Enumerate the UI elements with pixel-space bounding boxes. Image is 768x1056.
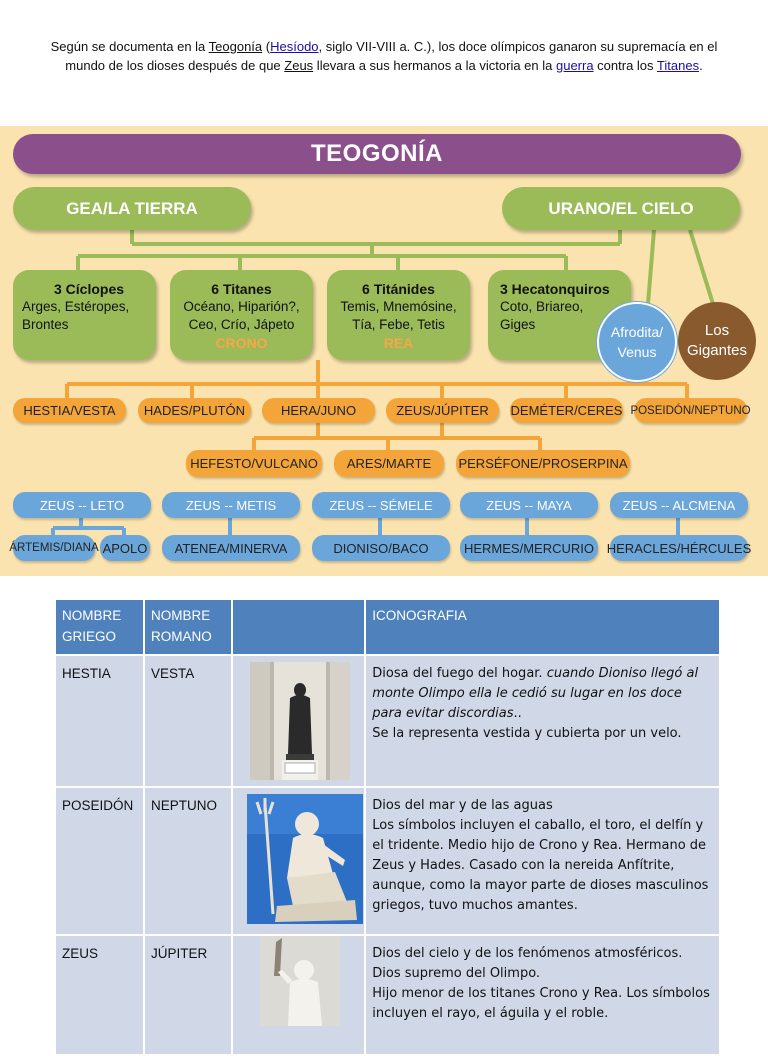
header-imagen <box>232 599 365 655</box>
hestia-statue-image <box>232 655 365 787</box>
olympian-zeus: ZEUS/JÚPITER <box>386 398 499 423</box>
union-zeus-metis: ZEUS -- METIS <box>162 492 300 518</box>
child-apolo: APOLO <box>100 535 150 561</box>
header-iconografia: ICONOGRAFIA <box>365 599 720 655</box>
header-nombre-romano: NOMBRE ROMANO <box>144 599 232 655</box>
intro-paragraph: Según se documenta en la Teogonía (Hesíodo, siglo VII-VIII a. C.), los doce olímpicos ganaron su supremacía en el mundo de los dioses después de que Zeus llevara a sus hermanos a la victoria en la guerra contra los Titanes. <box>50 39 718 73</box>
child-heracles: HERACLES/HÉRCULES <box>610 535 748 561</box>
guerra-link[interactable]: guerra <box>555 58 594 73</box>
olympian-hera: HERA/JUNO <box>262 398 375 423</box>
hesiodo-link[interactable]: Hesíodo <box>270 39 319 54</box>
zeus-link[interactable]: Zeus <box>284 58 314 73</box>
cell-iconografia: Diosa del fuego del hogar. cuando Dioniso llegó al monte Olimpo ella le cedió su lugar en los doce para evitar discordias.. Se la representa vestida y cubierta por un velo. <box>365 655 720 787</box>
gods-table <box>54 598 721 1056</box>
cell-romano: VESTA <box>144 655 232 787</box>
titanes-link[interactable]: Titanes <box>656 58 700 73</box>
cell-romano: JÚPITER <box>144 935 232 1055</box>
gea-node: GEA/LA TIERRA <box>13 187 251 230</box>
cell-griego: POSEIDÓN <box>55 787 144 935</box>
titanides-node: 6 Titánides Temis, Mnemósine, Tía, Febe, Tetis REA <box>327 270 470 360</box>
zeus-statue-image <box>232 935 365 1055</box>
titanes-node: 6 Titanes Océano, Hiparión?, Ceo, Crío, Jápeto CRONO <box>170 270 313 360</box>
olympian-hades: HADES/PLUTÓN <box>138 398 251 423</box>
cell-iconografia: Dios del cielo y de los fenómenos atmosféricos. Dios supremo del Olimpo. Hijo menor de los titanes Crono y Rea. Los símbolos incluyen el rayo, el águila y el roble. <box>365 935 720 1055</box>
child-dioniso: DIONISO/BACO <box>312 535 450 561</box>
union-zeus-leto: ZEUS -- LETO <box>13 492 151 518</box>
table-header-row <box>55 599 720 655</box>
poseidon-statue-picture <box>247 794 363 924</box>
olympian-hestia: HESTIA/VESTA <box>13 398 126 423</box>
ciclopes-node: 3 Cíclopes Arges, Estéropes, Brontes <box>13 270 156 360</box>
cell-iconografia: Dios del mar y de las aguas Los símbolos incluyen el caballo, el toro, el delfín y el tridente. Medio hijo de Crono y Rea. Hermano de Zeus y Hades. Casado con la nereida Anfítrite, aunque, como la mayor parte de dioses masculinos griegos, tuvo muchos amantes. <box>365 787 720 935</box>
afrodita-node: Afrodita/ Venus <box>597 302 677 382</box>
poseidon-statue-image <box>232 787 365 935</box>
olympian-persefone: PERSÉFONE/PROSERPINA <box>456 450 630 477</box>
union-zeus-alcmena: ZEUS -- ALCMENA <box>610 492 748 518</box>
union-zeus-maya: ZEUS -- MAYA <box>460 492 598 518</box>
child-atenea: ATENEA/MINERVA <box>162 535 300 561</box>
table-row <box>55 655 720 787</box>
olympian-poseidon: POSEIDÓN/NEPTUNO <box>634 398 747 423</box>
cell-griego: ZEUS <box>55 935 144 1055</box>
teogonia-link[interactable]: Teogonía <box>208 39 263 54</box>
olympian-hefesto: HEFESTO/VULCANO <box>186 450 322 477</box>
olympian-demeter: DEMÉTER/CERES <box>510 398 623 423</box>
union-zeus-semele: ZEUS -- SÉMELE <box>312 492 450 518</box>
table-row <box>55 935 720 1055</box>
urano-node: URANO/EL CIELO <box>502 187 740 230</box>
hecatonquiros-node: 3 Hecatonquiros Coto, Briareo, Giges <box>488 270 631 360</box>
header-nombre-griego: NOMBRE GRIEGO <box>55 599 144 655</box>
cell-griego: HESTIA <box>55 655 144 787</box>
hestia-statue-picture <box>250 662 350 780</box>
diagram-title: TEOGONÍA <box>13 134 741 174</box>
child-hermes: HERMES/MERCURIO <box>460 535 598 561</box>
gigantes-node: Los Gigantes <box>678 302 756 380</box>
cell-romano: NEPTUNO <box>144 787 232 935</box>
table-row <box>55 787 720 935</box>
child-artemis: ÁRTEMIS/DIANA <box>13 535 95 561</box>
teogonia-diagram <box>0 126 768 576</box>
zeus-statue-picture <box>260 936 340 1026</box>
olympian-ares: ARES/MARTE <box>334 450 444 477</box>
